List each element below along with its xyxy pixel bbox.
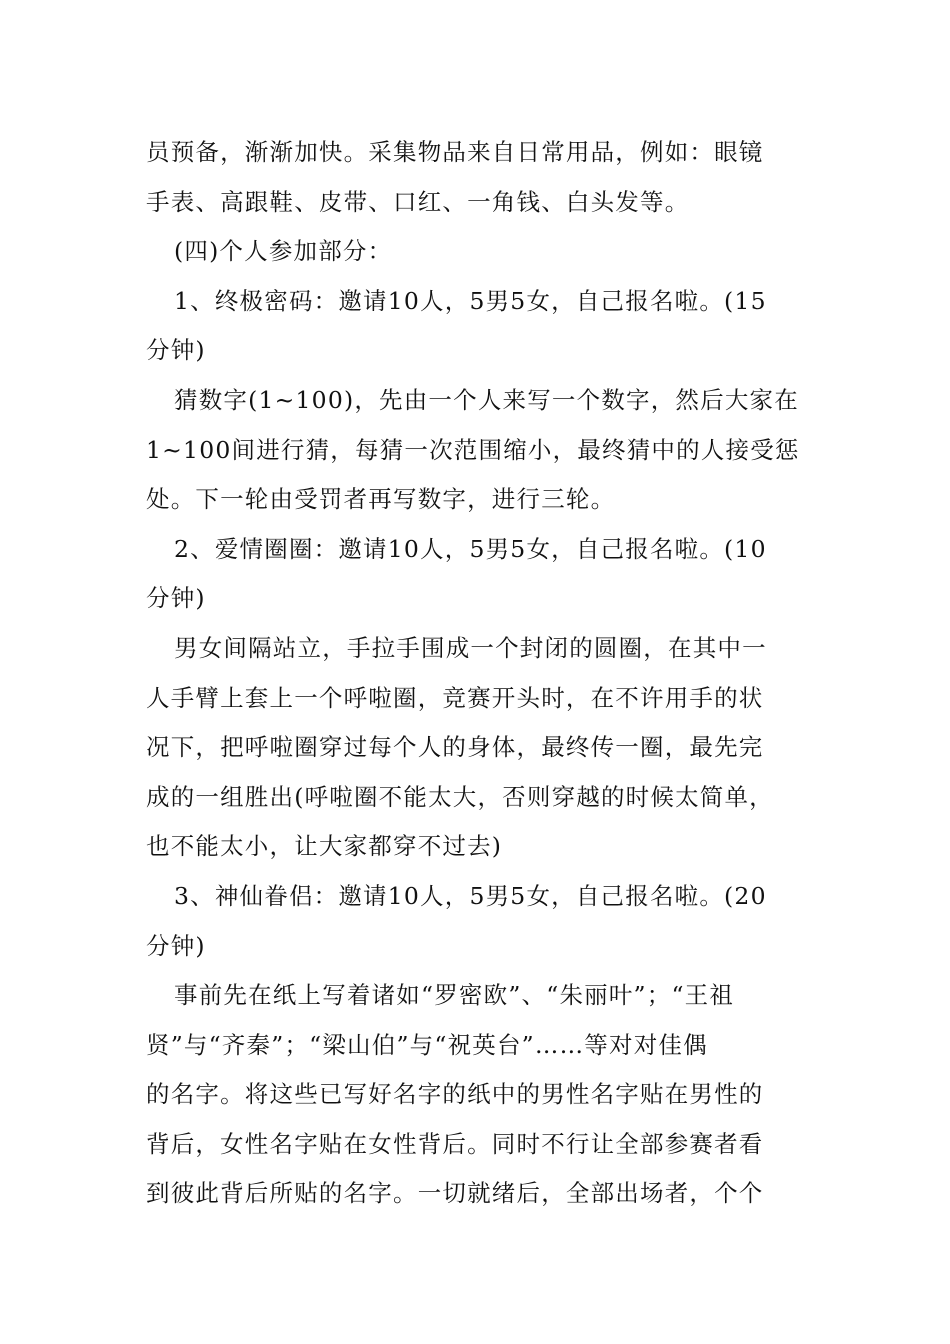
paragraph-item-collection: 员预备，渐渐加快。采集物品来自日常用品，例如：眼镜 手表、高跟鞋、皮带、口红、一角钱、白头发等。 xyxy=(146,138,764,216)
paragraph-game-3-rules: 事前先在纸上写着诸如“罗密欧”、“朱丽叶”；“王祖 贤”与“齐秦”；“梁山伯”与“祝英台”……等对对佳偶 的名字。将这些已写好名字的纸中的男性名字贴在男性的 背后，女性名字贴在女性背后。同时不行让全部参赛者看 到彼此背后所贴的名字。一切就绪后，全部出场者，个个 xyxy=(146,981,764,1208)
paragraph-section-heading: (四)个人参加部分： xyxy=(174,237,393,266)
paragraph-game-1-title: 1、终极密码：邀请10人，5男5女，自己报名啦。(15 分钟) xyxy=(146,286,767,365)
paragraph-game-2-rules: 男女间隔站立，手拉手围成一个封闭的圆圈，在其中一 人手臂上套上一个呼啦圈，竞赛开头时，在不许用手的状 况下，把呼啦圈穿过每个人的身体，最终传一圈，最先完 成的一组胜出(呼啦圈不能太大，否则穿越的时候太简单， 也不能太小，让大家都穿不过去) xyxy=(146,633,774,861)
paragraph-game-1-rules: 猜数字(1~100)，先由一个人来写一个数字，然后大家在 1~100间进行猜，每猜一次范围缩小，最终猜中的人接受惩 处。下一轮由受罚者再写数字，进行三轮。 xyxy=(146,385,800,514)
paragraph-game-2-title: 2、爱情圈圈：邀请10人，5男5女，自己报名啦。(10 分钟) xyxy=(146,534,767,613)
paragraph-game-3-title: 3、神仙眷侣：邀请10人，5男5女，自己报名啦。(20 分钟) xyxy=(146,881,767,960)
document-body xyxy=(146,128,806,1219)
